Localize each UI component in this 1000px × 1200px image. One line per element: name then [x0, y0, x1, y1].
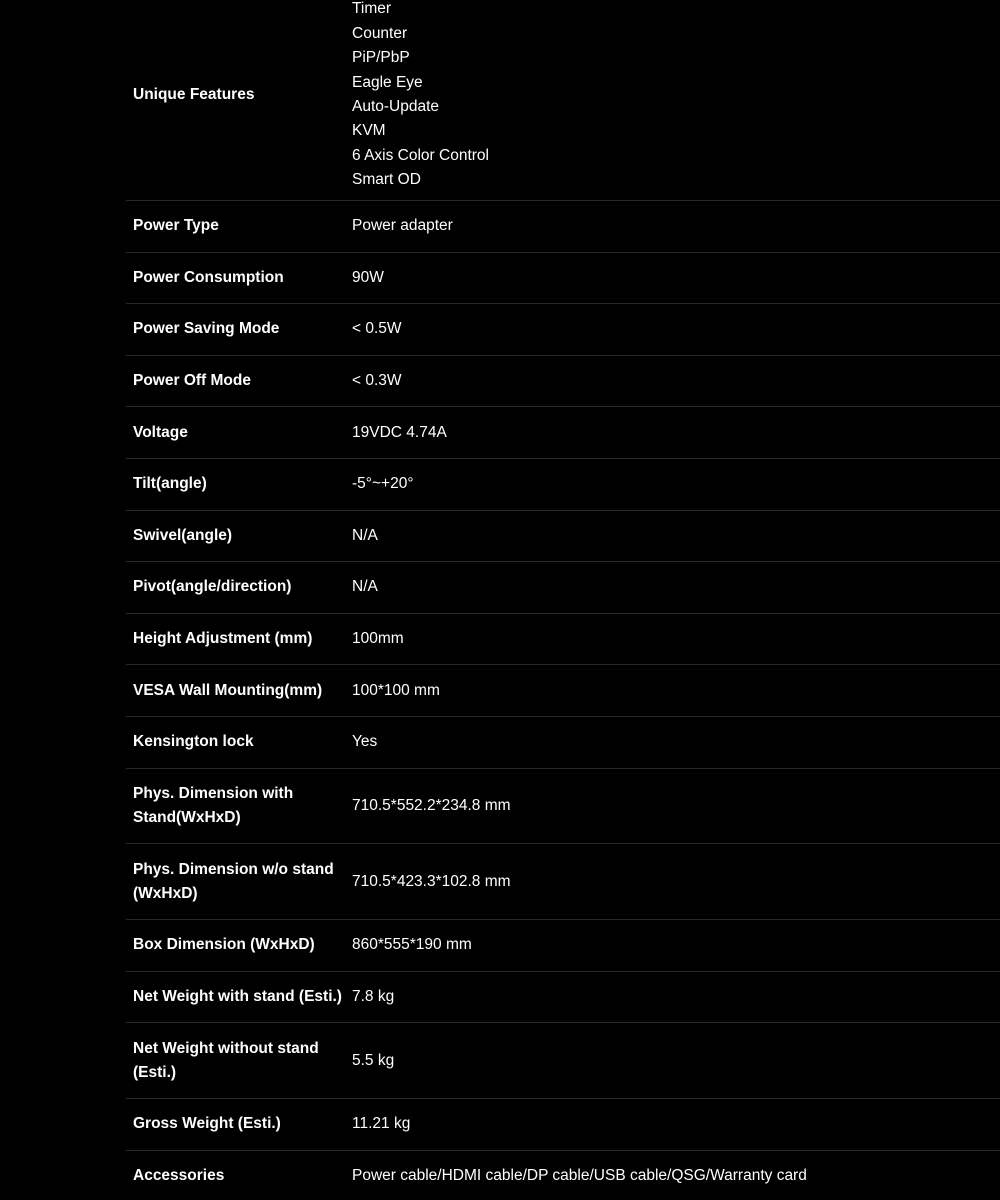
spec-row-pivot	[126, 562, 1000, 614]
spec-row-box-dimension	[126, 920, 1000, 972]
spec-label: Height Adjustment (mm)	[133, 630, 313, 648]
feature-item: KVM	[352, 122, 386, 140]
spec-label: Unique Features	[133, 86, 255, 103]
spec-label: Kensington lock	[133, 733, 254, 751]
spec-value: 860*555*190 mm	[352, 936, 472, 954]
spec-row-unique-features	[126, 0, 1000, 201]
feature-item: PiP/PbP	[352, 49, 410, 67]
spec-row-power-consumption	[126, 253, 1000, 305]
spec-label: Power Saving Mode	[133, 320, 280, 338]
spec-row-tilt	[126, 459, 1000, 511]
spec-label: Gross Weight (Esti.)	[133, 1115, 281, 1133]
spec-value: 100*100 mm	[352, 681, 440, 699]
spec-row-vesa	[126, 665, 1000, 717]
spec-label: Net Weight without stand (Esti.)	[133, 1039, 319, 1081]
spec-label: Phys. Dimension with Stand(WxHxD)	[133, 784, 294, 826]
spec-row-height-adjustment	[126, 614, 1000, 666]
spec-label: Power Off Mode	[133, 372, 251, 390]
spec-row-dimension-without-stand	[126, 844, 1000, 920]
spec-row-kensington-lock	[126, 717, 1000, 769]
spec-value-list	[352, 0, 489, 193]
spec-label: Tilt(angle)	[133, 475, 207, 493]
spec-label: VESA Wall Mounting(mm)	[133, 681, 323, 699]
spec-value: -5°~+20°	[352, 475, 414, 493]
spec-value: 90W	[352, 268, 384, 286]
spec-row-gross-weight	[126, 1099, 1000, 1151]
spec-value: 100mm	[352, 630, 404, 648]
spec-row-net-weight-with-stand	[126, 972, 1000, 1024]
spec-value: N/A	[352, 526, 378, 544]
spec-value: Yes	[352, 733, 378, 751]
spec-row-dimension-with-stand	[126, 769, 1000, 845]
spec-value: N/A	[352, 578, 378, 596]
spec-label: Swivel(angle)	[133, 526, 233, 544]
spec-label: Accessories	[133, 1167, 225, 1184]
feature-item: Timer	[352, 0, 392, 18]
feature-item: Auto-Update	[352, 98, 440, 115]
spec-value: < 0.5W	[352, 320, 402, 338]
spec-row-power-saving-mode	[126, 304, 1000, 356]
spec-label: Voltage	[133, 423, 188, 441]
feature-item: Counter	[352, 24, 408, 42]
spec-value: 19VDC 4.74A	[352, 423, 447, 441]
spec-value: 5.5 kg	[352, 1051, 395, 1069]
spec-value: 11.21 kg	[352, 1115, 411, 1133]
spec-row-power-type	[126, 201, 1000, 253]
spec-label: Net Weight with stand (Esti.)	[133, 988, 342, 1006]
spec-value: 710.5*552.2*234.8 mm	[352, 796, 511, 814]
spec-label: Box Dimension (WxHxD)	[133, 936, 315, 954]
spec-label: Power Consumption	[133, 268, 284, 286]
spec-value: 7.8 kg	[352, 988, 395, 1006]
feature-item: 6 Axis Color Control	[352, 146, 489, 164]
feature-item: Eagle Eye	[352, 73, 423, 91]
spec-row-net-weight-without-stand	[126, 1023, 1000, 1099]
spec-row-swivel	[126, 511, 1000, 563]
spec-row-power-off-mode	[126, 356, 1000, 408]
spec-label: Phys. Dimension w/o stand (WxHxD)	[133, 860, 334, 902]
spec-label: Pivot(angle/direction)	[133, 578, 292, 596]
spec-value: Power adapter	[352, 217, 453, 235]
spec-label: Power Type	[133, 217, 219, 235]
spec-row-accessories	[126, 1151, 1000, 1200]
spec-value: Power cable/HDMI cable/DP cable/USB cable/QSG/Warranty card	[352, 1167, 807, 1184]
feature-item: Smart OD	[352, 171, 421, 189]
spec-value: < 0.3W	[352, 372, 402, 390]
spec-value: 710.5*423.3*102.8 mm	[352, 872, 511, 890]
spec-table	[126, 0, 1000, 1200]
spec-row-voltage	[126, 407, 1000, 459]
